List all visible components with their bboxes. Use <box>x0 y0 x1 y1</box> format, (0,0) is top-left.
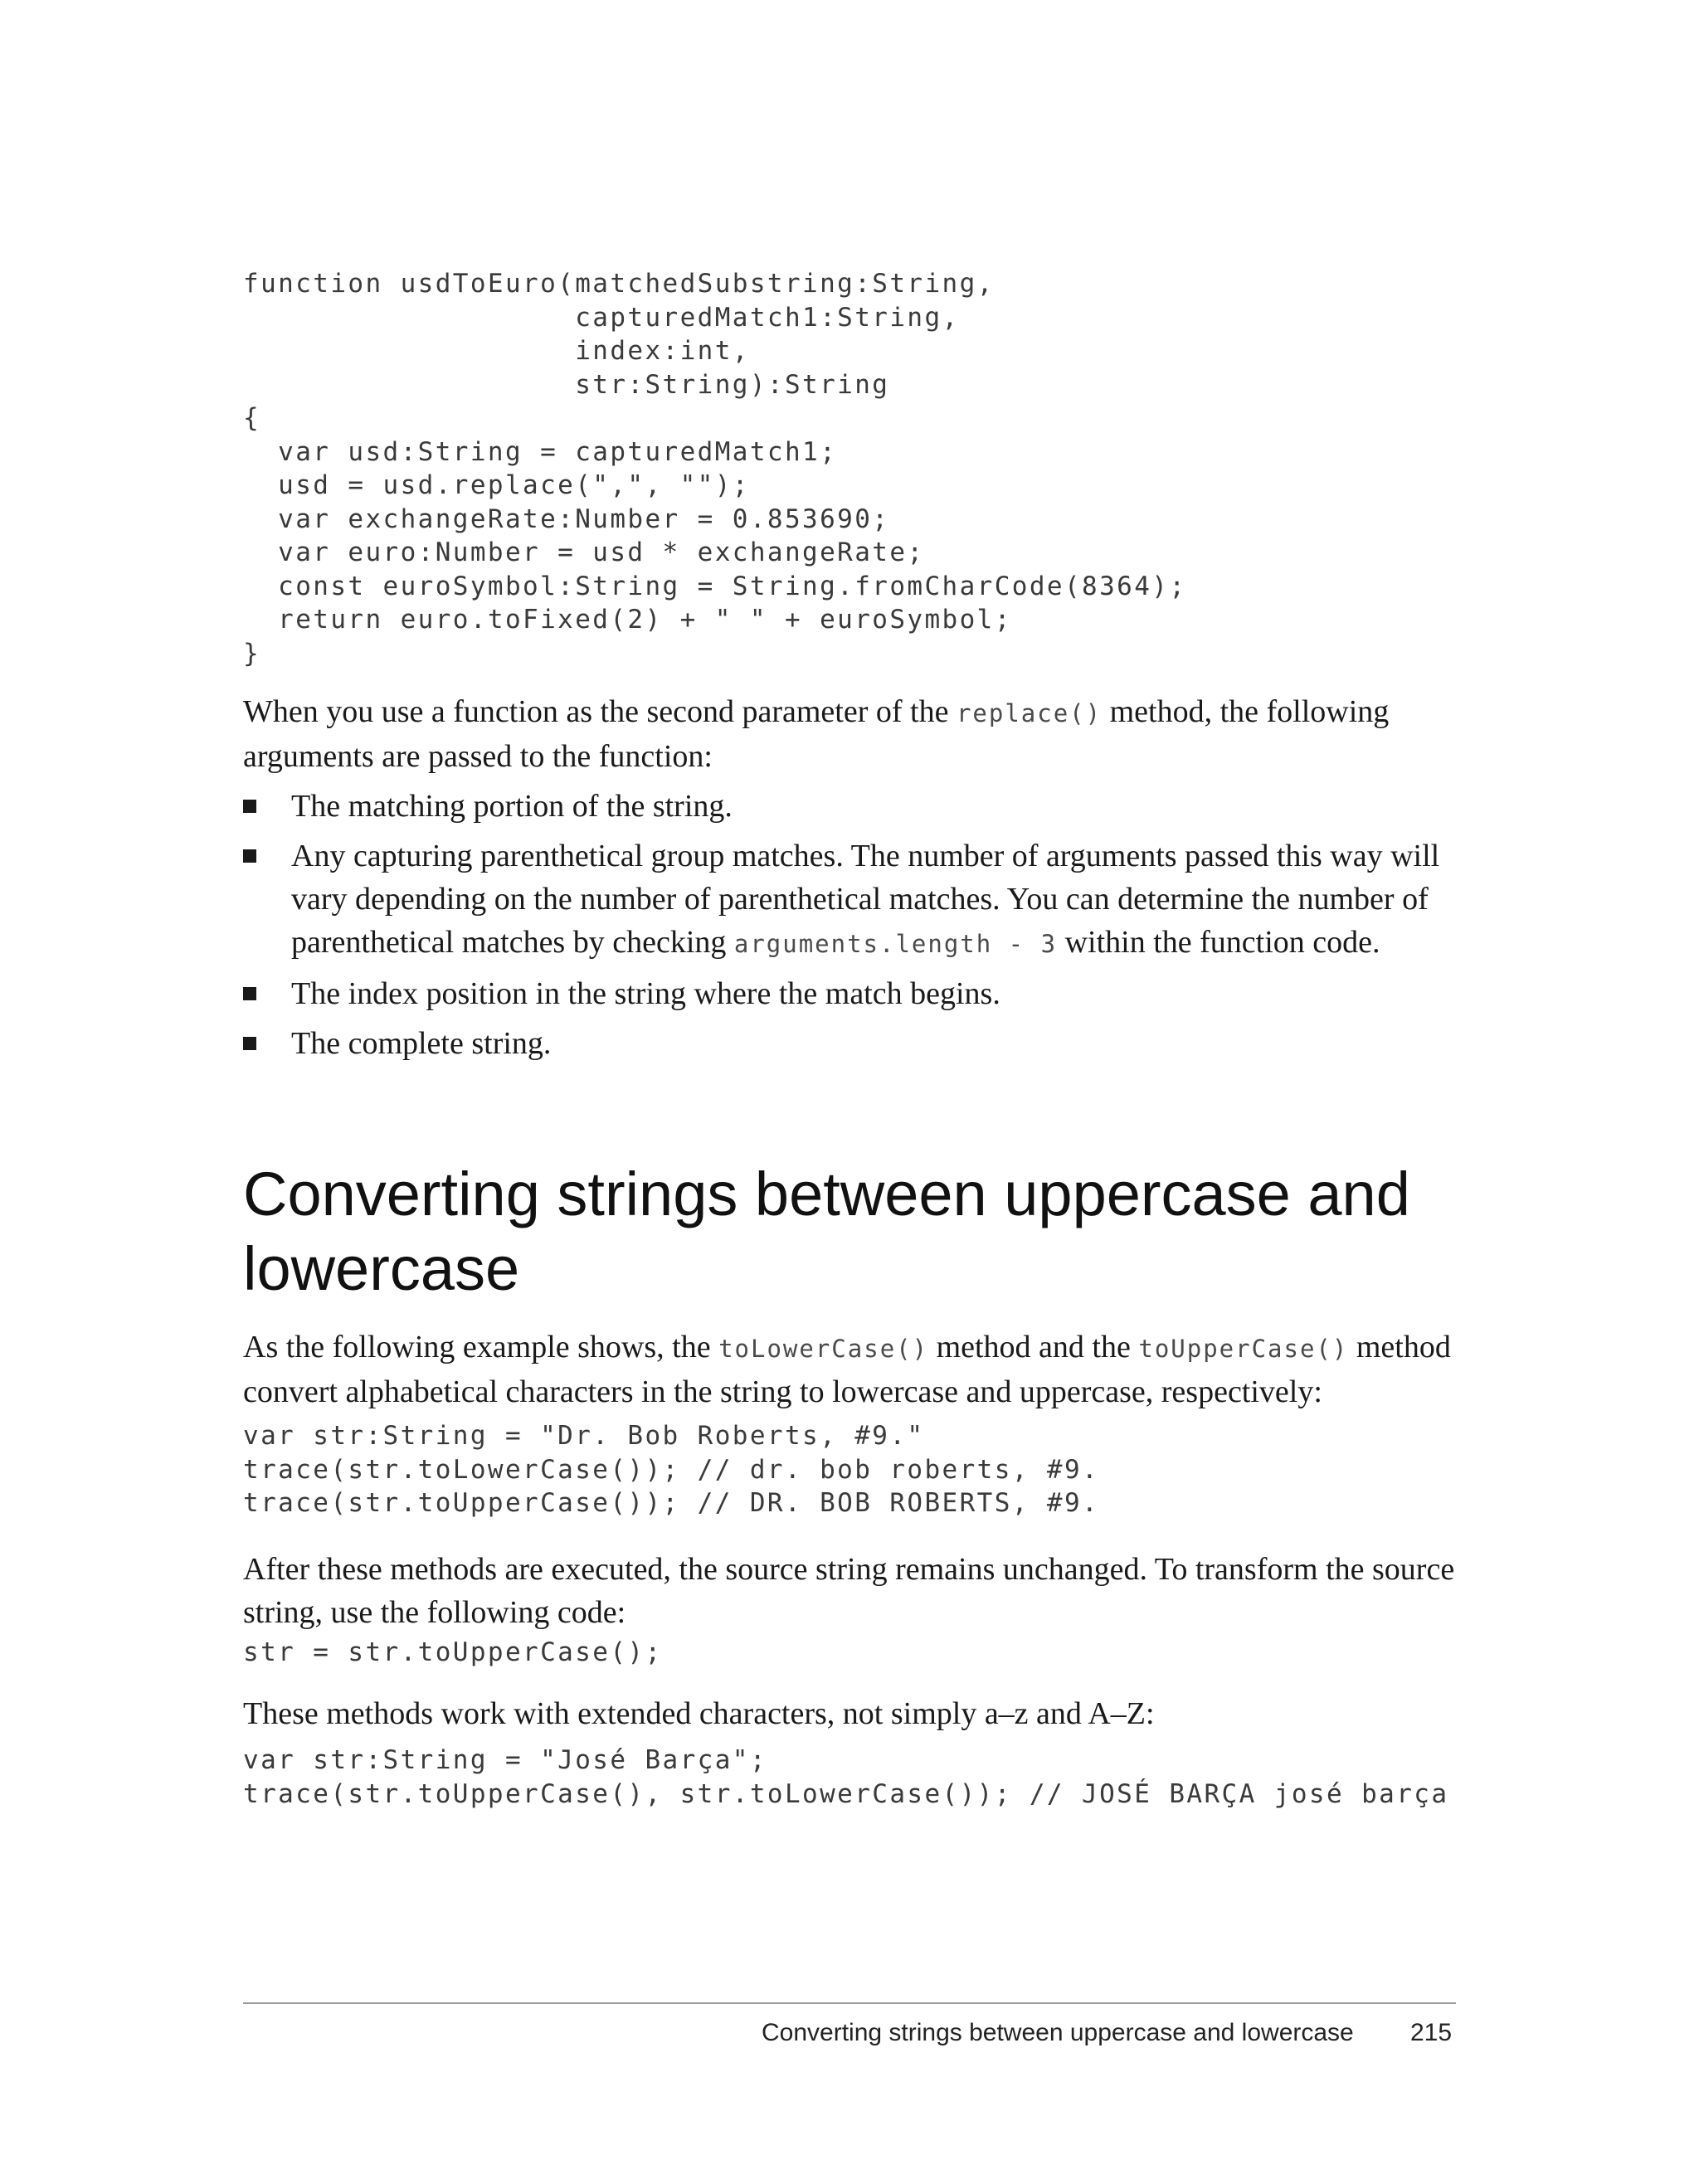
bullet-marker <box>243 1037 256 1050</box>
code-block-usd-to-euro <box>243 267 1186 670</box>
code-line: function usdToEuro(matchedSubstring:String, <box>243 269 995 299</box>
inline-code-arguments-length: arguments.length - 3 <box>733 930 1058 958</box>
section-heading: Converting strings between uppercase and lowercase <box>243 1160 1410 1303</box>
bullet-marker <box>243 800 256 813</box>
code-line: str:String):String <box>243 369 890 400</box>
inline-code-touppercase: toUpperCase() <box>1138 1335 1349 1363</box>
list-item-text: The matching portion of the string. <box>291 789 733 824</box>
inline-code-tolowercase: toLowerCase() <box>718 1335 929 1363</box>
argument-bullet-list <box>243 785 1463 1072</box>
paragraph-extended-characters: These methods work with extended characters, not simply a–z and A–Z: <box>243 1696 1155 1731</box>
inline-code-replace: replace() <box>956 699 1103 727</box>
code-line: var usd:String = capturedMatch1; <box>243 436 838 467</box>
code-line: } <box>243 638 261 669</box>
paragraph-replace-arguments <box>243 690 1463 778</box>
code-line: var exchangeRate:Number = 0.853690; <box>243 503 890 534</box>
paragraph-text: When you use a function as the second parameter of the <box>243 694 957 729</box>
footer-divider <box>243 2002 1456 2004</box>
paragraph-source-unchanged: After these methods are executed, the source string remains unchanged. To transform the source string, use the following code: <box>243 1552 1455 1630</box>
code-line: usd = usd.replace(",", ""); <box>243 470 750 500</box>
paragraph-text: method convert alphabetical characters in the string to lowercase and uppercase, respectively: <box>243 1330 1451 1409</box>
code-block-extended-characters <box>243 1744 1448 1811</box>
code-line: index:int, <box>243 336 750 366</box>
paragraph-text: method and the <box>928 1330 1139 1364</box>
list-item-text: within the function code. <box>1057 925 1380 960</box>
code-block-case-example <box>243 1419 1099 1520</box>
list-item-text: Any capturing parenthetical group matches. The number of arguments passed this way will vary depending on the number of parenthetical matches. You can determine the number of parenthetical matches by checking <box>291 839 1440 960</box>
code-line: const euroSymbol:String = String.fromCharCode(8364); <box>243 571 1187 601</box>
code-line: str = str.toUpperCase(); <box>243 1637 663 1667</box>
code-line: trace(str.toLowerCase()); // dr. bob roberts, #9. <box>243 1454 1100 1485</box>
code-line: trace(str.toUpperCase(), str.toLowerCase()); // JOSÉ BARÇA josé barça <box>243 1778 1449 1809</box>
list-item-text: The index position in the string where the match begins. <box>291 976 1000 1011</box>
list-item <box>243 1022 1463 1065</box>
code-line: capturedMatch1:String, <box>243 302 960 333</box>
bullet-marker <box>243 849 256 863</box>
code-block-transform <box>243 1636 663 1670</box>
code-line: return euro.toFixed(2) + " " + euroSymbol; <box>243 605 1012 635</box>
code-line: var str:String = "José Barça"; <box>243 1745 767 1775</box>
code-line: var euro:Number = usd * exchangeRate; <box>243 537 925 567</box>
paragraph-text: As the following example shows, the <box>243 1330 719 1364</box>
list-item <box>243 834 1463 966</box>
code-line: { <box>243 403 261 433</box>
code-line: var str:String = "Dr. Bob Roberts, #9." <box>243 1421 925 1451</box>
list-item <box>243 972 1463 1015</box>
page-number: 215 <box>1410 2019 1453 2046</box>
paragraph-case-methods <box>243 1325 1463 1413</box>
list-item-text: The complete string. <box>291 1026 552 1061</box>
paragraph-text: method, the following arguments are passed to the function: <box>243 694 1390 774</box>
running-footer-title: Converting strings between uppercase and lowercase <box>762 2019 1354 2046</box>
list-item <box>243 785 1463 828</box>
bullet-marker <box>243 987 256 1000</box>
code-line: trace(str.toUpperCase()); // DR. BOB ROBERTS, #9. <box>243 1488 1100 1518</box>
